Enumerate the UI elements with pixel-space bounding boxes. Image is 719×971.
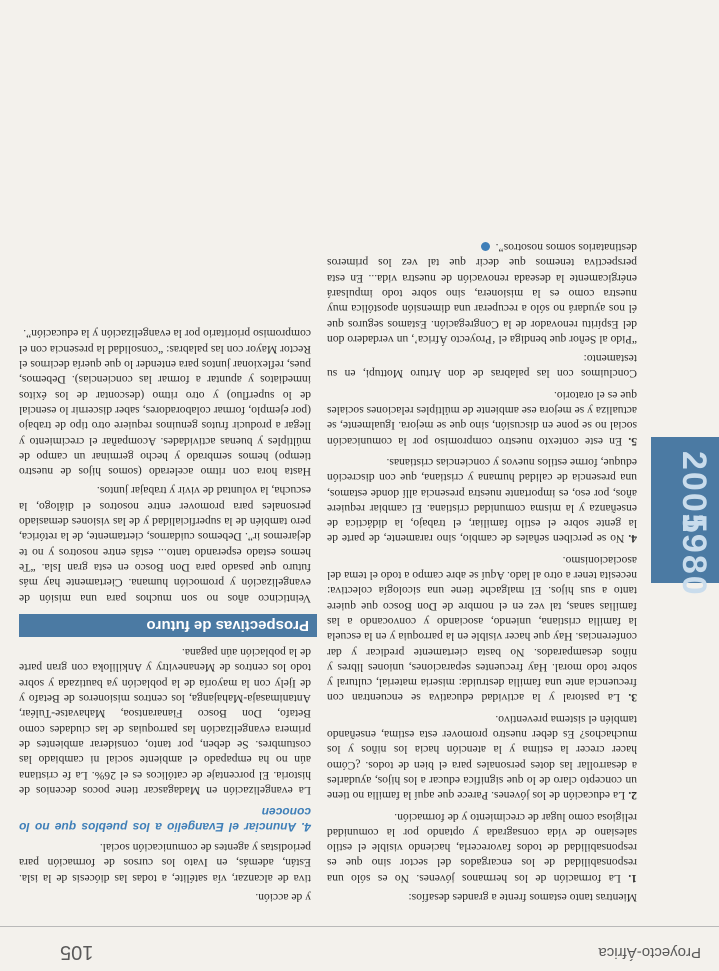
paragraph-satellite: tiva de alcanzar, vía satélite, a todas las diócesis de la isla. Están, además, en Ivato los cursos de formación para periodistas y agentes de comunicación social. xyxy=(19,841,311,885)
list-number: 4. xyxy=(628,532,637,546)
year-start: 1980 xyxy=(675,513,713,597)
page-number: 105 xyxy=(60,941,94,963)
list-item-2 xyxy=(327,711,637,803)
section-title: Proyecto-África xyxy=(598,944,701,961)
end-of-article-dot-icon xyxy=(481,242,490,251)
year-badge xyxy=(651,437,719,597)
list-item-3 xyxy=(327,552,637,705)
list-text: La educación de los jóvenes. Parece que aquí la familia no tiene un concepto claro de lo que significa educar a los hijos, ayudarles a desarrollar las dotes personales para el bien de todos. ¿Cómo hacer crecer la estima y la atención hacia los niños y los muchachos? Es deber nuestro promover esta estima, enseñando también el sistema preventivo. xyxy=(327,712,637,803)
list-text: La pastoral y la actividad educativa se encuentran con frecuencia ante una familia destruida: miseria material, cultural y sobre todo moral. Hay frecuentes separaciones, uniones libres y niños desamparados. No basta ciertamente predicar y dar conferencias. Hay que hacer visible en la parroquia y en la escuela la familia cristiana, uniendo, asociando y convocando a las familias sanas, tal vez en el nombre de Don Bosco que quiere tanto a sus hijos. El malgache tiene una sicología colectiva: necesita tener a otro al lado. Aquí se abre campo a todo el tema del asociacionismo. xyxy=(326,553,637,705)
list-item-5 xyxy=(327,388,637,449)
list-number: 2. xyxy=(628,789,637,803)
intro-paragraph: Mientras tanto estamos frente a grandes desafíos: xyxy=(408,891,637,904)
list-text: No se perciben señales de cambio, sino raramente, de parte de la gente sobre el estilo familiar, el trabajo, la didáctica de enseñanza y la misma comunidad cristiana. El cambiar requiere años, por eso, es importante nuestra presencia allí donde estamos, una presencia de calidad humana y cristiana, que con discreción eduque, forme estilos nuevos y conciencias cristianas. xyxy=(327,455,637,546)
list-text: En este contexto nuestro compromiso por la comunicación social no se pone en discusión, sino que se mejora. Igualmente, se actualiza y se mejora ese ambiente de múltiples relaciones sociales que es el oratorio. xyxy=(326,388,637,448)
closing-quote xyxy=(327,240,637,347)
paragraph-evangelization: La evangelización en Madagascar tiene pocos decenios de historia. El porcentaje de católicos es el 26%. La fe cristiana aún no ha empapado el ambiente social ni cambiado las costumbres. Se deben, por tanto, considerar ambientes de primera evangelización las parroquias de las ciudades como Betafo, Don Bosco Fianarantsoa, Mahavatse-Tuléar, Antanimasaja-Mahajanga, los centros misioneros de Betafo y de Ijely con la mayoría de la población ya bautizada y sobre todo los centros de Menanevitry y Ankililoka con gran parte de la población aún pagana. xyxy=(19,646,311,797)
continuation-paragraph: y de acción. xyxy=(255,891,311,904)
year-end: 2005 xyxy=(675,451,713,535)
list-number: 1. xyxy=(628,871,637,885)
section-subheading: 4. Anunciar el Evangelio a los pueblos que no lo conocen xyxy=(19,804,311,834)
section-banner: Prospectivas de futuro xyxy=(19,614,317,637)
paragraph-rhythm: Hasta hora con ritmo acelerado (somos hijos de nuestro tiempo) hemos sembrado y hecho germinar un campo de múltiples y buenas actividades. Acompañar el crecimiento y llegar a producir frutos genuinos requiere otro tipo de trabajo (por ejemplo, formar colaboradores, saber discernir lo esencial de lo superfluo) y otro ritmo (descontar de los éxitos inmediatos y apuntar a formar las conciencias). Debemos, pues, reflexionar juntos para entender lo que quería decirnos el Rector Mayor con las palabras: “consolidad la presencia con el compromiso prioritario por la evangelización y la educación”. xyxy=(19,327,311,479)
page-header xyxy=(0,926,719,971)
right-column xyxy=(19,40,311,905)
quote-text: “Pido al Señor que bendiga el ‘Proyecto África’, un verdadero don del Espíritu renovador de la Congregación. Estamos seguros que él nos ayudará no sólo a recuperar una dimensión apostólica muy nuestra como es la misionera, sino sobre todo impulsará enérgicamente la deseada renovación de nuestra vida... En esta perspectiva tenemos que decir que tal vez los primeros destinatarios somos nosotros”. xyxy=(327,241,637,346)
list-item-4 xyxy=(327,455,637,547)
list-item-1 xyxy=(327,809,637,885)
closing-paragraph: Concluimos con las palabras de don Arturo Mottupi, en su testamento: xyxy=(327,352,637,381)
list-number: 5. xyxy=(628,434,637,448)
paragraph-future: Veinticinco años no son muchos para una misión de evangelización y promoción humana. Ciertamente hay más futuro que pasado para Don Bosco en esta gran Isla. “Te hemos estado esperando tanto... estás entre nosotros y no te dejaremos ir”. Debemos cuidarnos, ciertamente, de la retórica, pero también de la superficialidad y de las visiones demasiado personales para promover entre nosotros el diálogo, la escucha, la voluntad de vivir y trabajar juntos. xyxy=(19,484,311,605)
list-text: La formación de los hermanos jóvenes. No es sólo una responsabilidad de los encargados del sector sino que es responsabilidad de todos favorecerla, haciendo visible el estilo salesiano de vida consagrada y optando por la comunidad religiosa como lugar de crecimiento y de formación. xyxy=(327,810,637,885)
left-column xyxy=(327,40,637,905)
list-number: 3. xyxy=(628,691,637,705)
